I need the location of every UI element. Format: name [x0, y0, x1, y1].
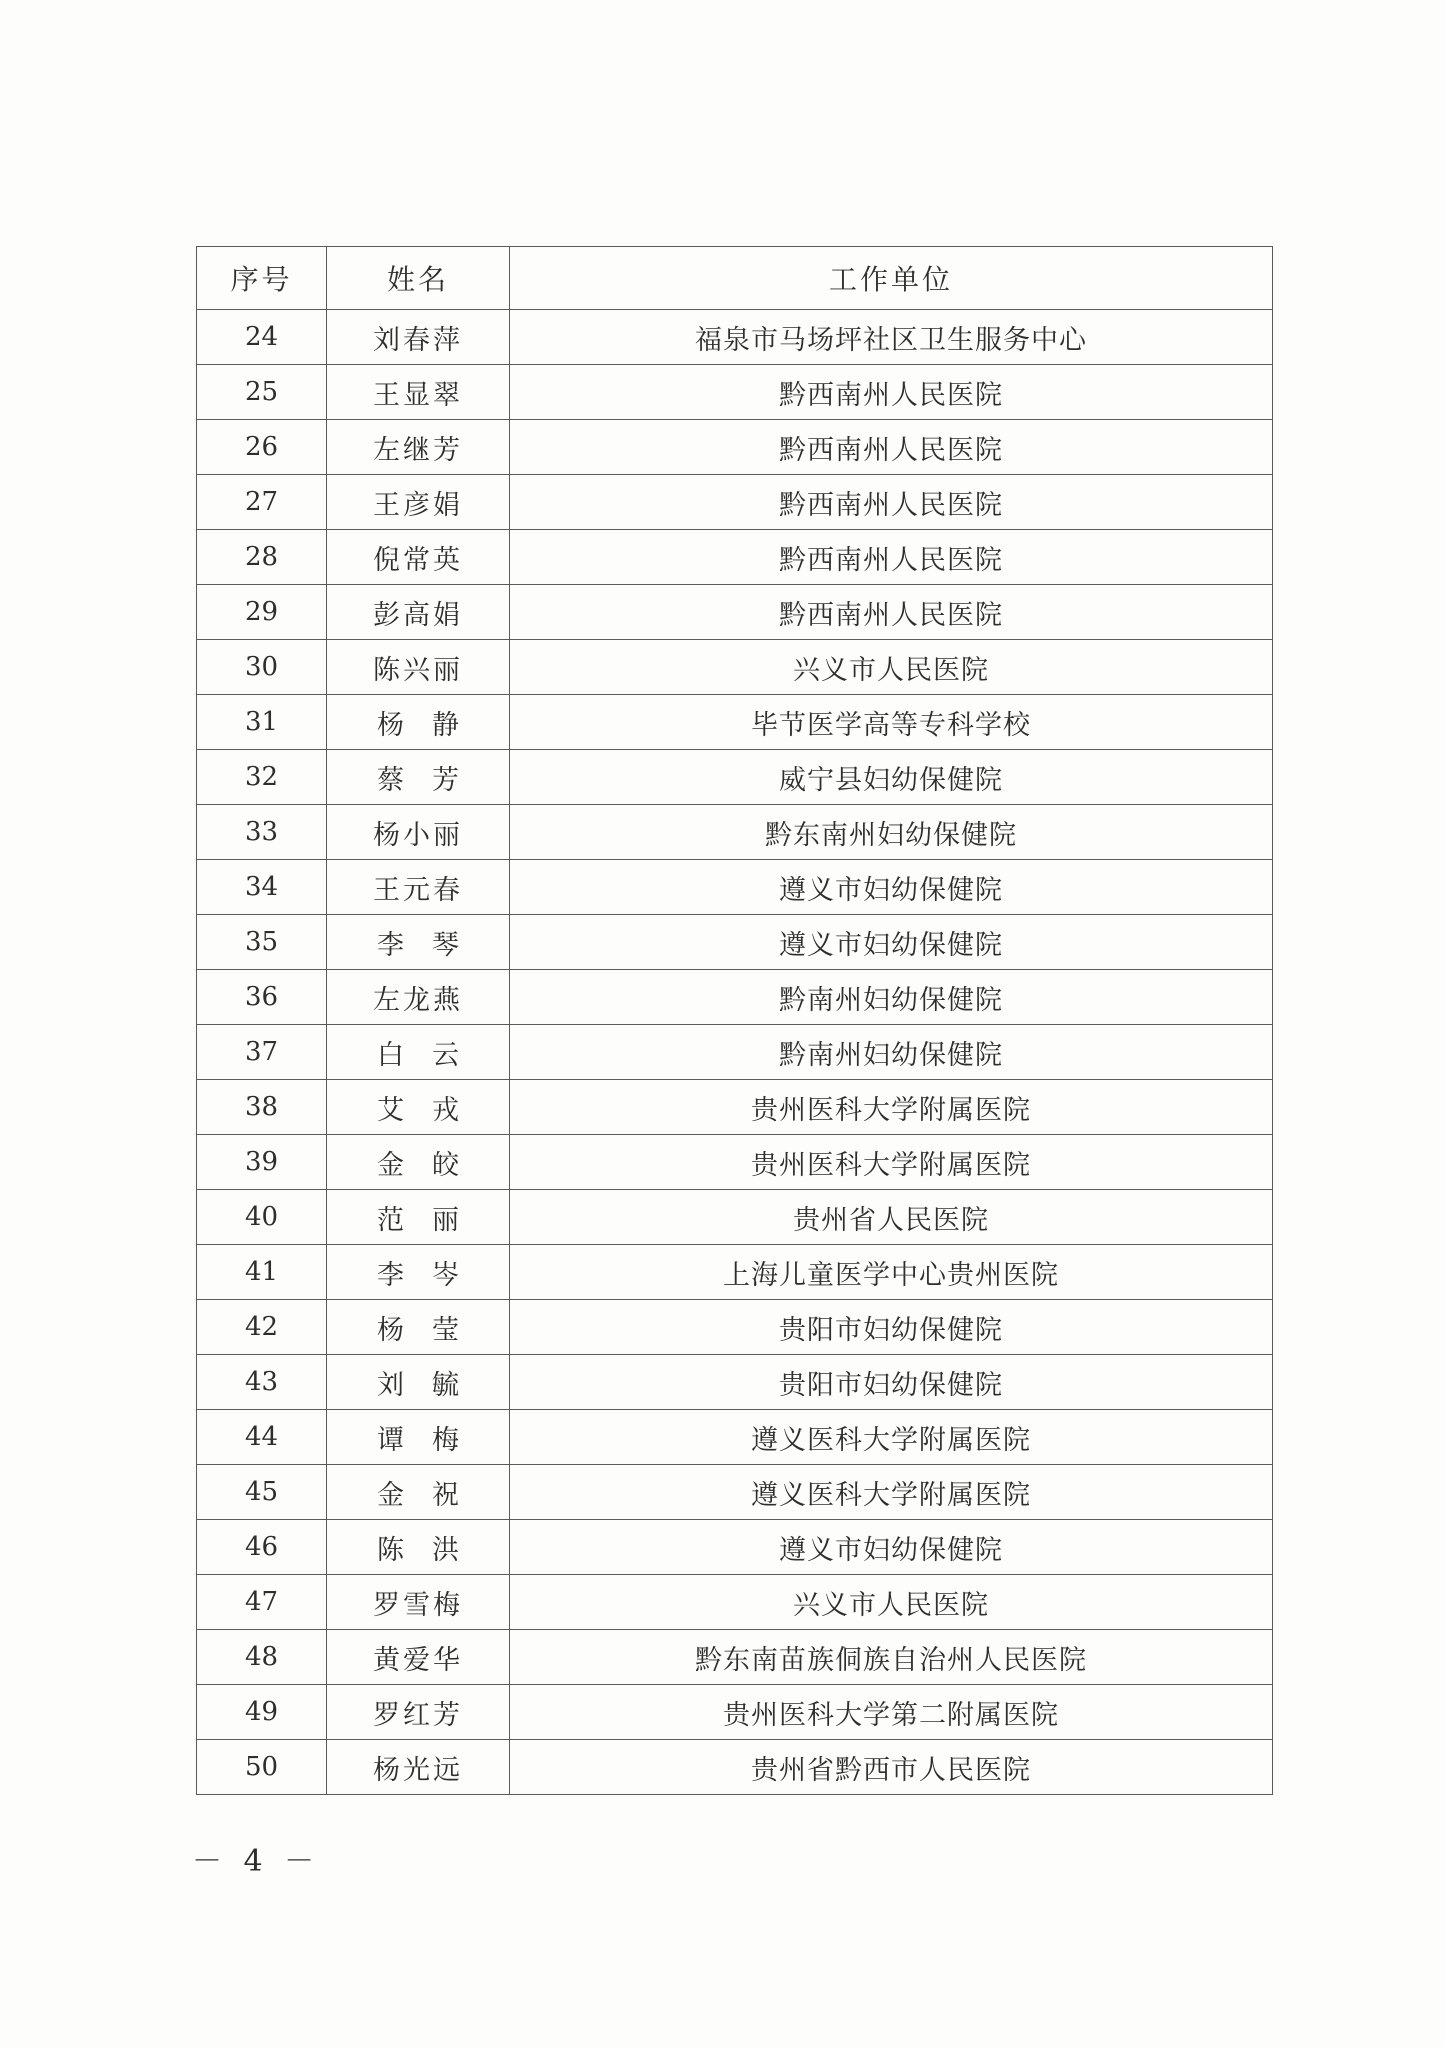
person-name-text: 罗红芳 [373, 1699, 463, 1731]
work-unit: 遵义医科大学附属医院 [510, 1465, 1273, 1520]
row-number: 36 [197, 970, 327, 1025]
row-number: 29 [197, 585, 327, 640]
person-name-text: 范丽 [377, 1204, 487, 1236]
table-row [197, 750, 1273, 805]
work-unit: 贵州医科大学附属医院 [510, 1135, 1273, 1190]
row-number: 43 [197, 1355, 327, 1410]
row-number: 39 [197, 1135, 327, 1190]
person-name-text: 黄爱华 [373, 1644, 463, 1676]
table-row [197, 365, 1273, 420]
person-name-text: 李岑 [377, 1259, 487, 1291]
table-row [197, 530, 1273, 585]
person-name [327, 1520, 510, 1575]
person-name-text: 彭高娟 [373, 599, 463, 631]
work-unit: 上海儿童医学中心贵州医院 [510, 1245, 1273, 1300]
row-number: 28 [197, 530, 327, 585]
person-name [327, 1355, 510, 1410]
table-row [197, 1685, 1273, 1740]
work-unit: 黔西南州人民医院 [510, 365, 1273, 420]
row-number: 42 [197, 1300, 327, 1355]
work-unit: 遵义市妇幼保健院 [510, 860, 1273, 915]
row-number: 47 [197, 1575, 327, 1630]
row-number: 44 [197, 1410, 327, 1465]
person-name-text: 陈洪 [377, 1534, 487, 1566]
person-name [327, 750, 510, 805]
row-number: 33 [197, 805, 327, 860]
person-name-text: 艾戎 [377, 1094, 487, 1126]
work-unit: 兴义市人民医院 [510, 640, 1273, 695]
table-row [197, 915, 1273, 970]
person-name [327, 1630, 510, 1685]
table-row [197, 1630, 1273, 1685]
person-name [327, 1025, 510, 1080]
person-name-text: 倪常英 [373, 544, 463, 576]
row-number: 24 [197, 310, 327, 365]
header-unit: 工作单位 [510, 247, 1273, 310]
row-number: 38 [197, 1080, 327, 1135]
person-name [327, 860, 510, 915]
person-name-text: 杨莹 [377, 1314, 487, 1346]
row-number: 37 [197, 1025, 327, 1080]
table-row [197, 1465, 1273, 1520]
person-name [327, 1685, 510, 1740]
work-unit: 遵义医科大学附属医院 [510, 1410, 1273, 1465]
person-name-text: 杨光远 [373, 1754, 463, 1786]
row-number: 32 [197, 750, 327, 805]
work-unit: 威宁县妇幼保健院 [510, 750, 1273, 805]
header-no: 序号 [197, 247, 327, 310]
person-name-text: 谭梅 [377, 1424, 487, 1456]
person-name-text: 罗雪梅 [373, 1589, 463, 1621]
row-number: 49 [197, 1685, 327, 1740]
work-unit: 黔西南州人民医院 [510, 475, 1273, 530]
row-number: 35 [197, 915, 327, 970]
person-name [327, 915, 510, 970]
person-name-text: 刘春萍 [373, 324, 463, 356]
person-name-text: 陈兴丽 [373, 654, 463, 686]
table-row [197, 640, 1273, 695]
work-unit: 贵阳市妇幼保健院 [510, 1300, 1273, 1355]
row-number: 26 [197, 420, 327, 475]
table-row [197, 475, 1273, 530]
table-row [197, 1190, 1273, 1245]
row-number: 34 [197, 860, 327, 915]
work-unit: 遵义市妇幼保健院 [510, 1520, 1273, 1575]
work-unit: 黔西南州人民医院 [510, 530, 1273, 585]
row-number: 50 [197, 1740, 327, 1795]
work-unit: 福泉市马场坪社区卫生服务中心 [510, 310, 1273, 365]
person-name [327, 1740, 510, 1795]
table-row [197, 1575, 1273, 1630]
table-row [197, 805, 1273, 860]
table-row [197, 970, 1273, 1025]
table-header-row [197, 247, 1273, 310]
table-body [197, 310, 1273, 1795]
work-unit: 黔西南州人民医院 [510, 585, 1273, 640]
table-row [197, 1080, 1273, 1135]
table-row [197, 1300, 1273, 1355]
person-name [327, 1575, 510, 1630]
row-number: 41 [197, 1245, 327, 1300]
table-row [197, 695, 1273, 750]
person-name [327, 310, 510, 365]
person-name [327, 970, 510, 1025]
person-name [327, 420, 510, 475]
table-row [197, 1245, 1273, 1300]
work-unit: 贵州医科大学第二附属医院 [510, 1685, 1273, 1740]
table-row [197, 1410, 1273, 1465]
person-name-text: 金祝 [377, 1479, 487, 1511]
table-row [197, 1025, 1273, 1080]
row-number: 40 [197, 1190, 327, 1245]
work-unit: 黔西南州人民医院 [510, 420, 1273, 475]
work-unit: 贵州医科大学附属医院 [510, 1080, 1273, 1135]
person-name [327, 365, 510, 420]
table-row [197, 860, 1273, 915]
person-name [327, 1300, 510, 1355]
person-name [327, 475, 510, 530]
person-name-text: 左龙燕 [373, 984, 463, 1016]
row-number: 25 [197, 365, 327, 420]
work-unit: 贵州省人民医院 [510, 1190, 1273, 1245]
person-name [327, 1465, 510, 1520]
work-unit: 遵义市妇幼保健院 [510, 915, 1273, 970]
person-name [327, 1080, 510, 1135]
work-unit: 黔东南苗族侗族自治州人民医院 [510, 1630, 1273, 1685]
person-name [327, 1245, 510, 1300]
person-name-text: 白云 [377, 1039, 487, 1071]
roster-table [196, 246, 1273, 1795]
work-unit: 黔东南州妇幼保健院 [510, 805, 1273, 860]
person-name [327, 1135, 510, 1190]
work-unit: 黔南州妇幼保健院 [510, 970, 1273, 1025]
person-name [327, 640, 510, 695]
work-unit: 贵州省黔西市人民医院 [510, 1740, 1273, 1795]
table-row [197, 310, 1273, 365]
table-row [197, 420, 1273, 475]
person-name-text: 李琴 [377, 929, 487, 961]
work-unit: 毕节医学高等专科学校 [510, 695, 1273, 750]
person-name-text: 王元春 [373, 874, 463, 906]
person-name-text: 杨小丽 [373, 819, 463, 851]
work-unit: 兴义市人民医院 [510, 1575, 1273, 1630]
work-unit: 贵阳市妇幼保健院 [510, 1355, 1273, 1410]
row-number: 48 [197, 1630, 327, 1685]
person-name [327, 1410, 510, 1465]
person-name-text: 金皎 [377, 1149, 487, 1181]
person-name [327, 805, 510, 860]
row-number: 30 [197, 640, 327, 695]
work-unit: 黔南州妇幼保健院 [510, 1025, 1273, 1080]
row-number: 31 [197, 695, 327, 750]
person-name [327, 585, 510, 640]
person-name-text: 王显翠 [373, 379, 463, 411]
person-name [327, 530, 510, 585]
row-number: 27 [197, 475, 327, 530]
person-name-text: 左继芳 [373, 434, 463, 466]
table-row [197, 1520, 1273, 1575]
row-number: 46 [197, 1520, 327, 1575]
person-name-text: 王彦娟 [373, 489, 463, 521]
row-number: 45 [197, 1465, 327, 1520]
table-row [197, 1740, 1273, 1795]
person-name [327, 1190, 510, 1245]
person-name-text: 蔡芳 [377, 764, 487, 796]
person-name-text: 杨静 [377, 709, 487, 741]
person-name-text: 刘毓 [377, 1369, 487, 1401]
page-number: － 4 － [192, 1844, 321, 1879]
table-row [197, 1135, 1273, 1190]
header-name: 姓名 [327, 247, 510, 310]
table-row [197, 1355, 1273, 1410]
table-row [197, 585, 1273, 640]
person-name [327, 695, 510, 750]
